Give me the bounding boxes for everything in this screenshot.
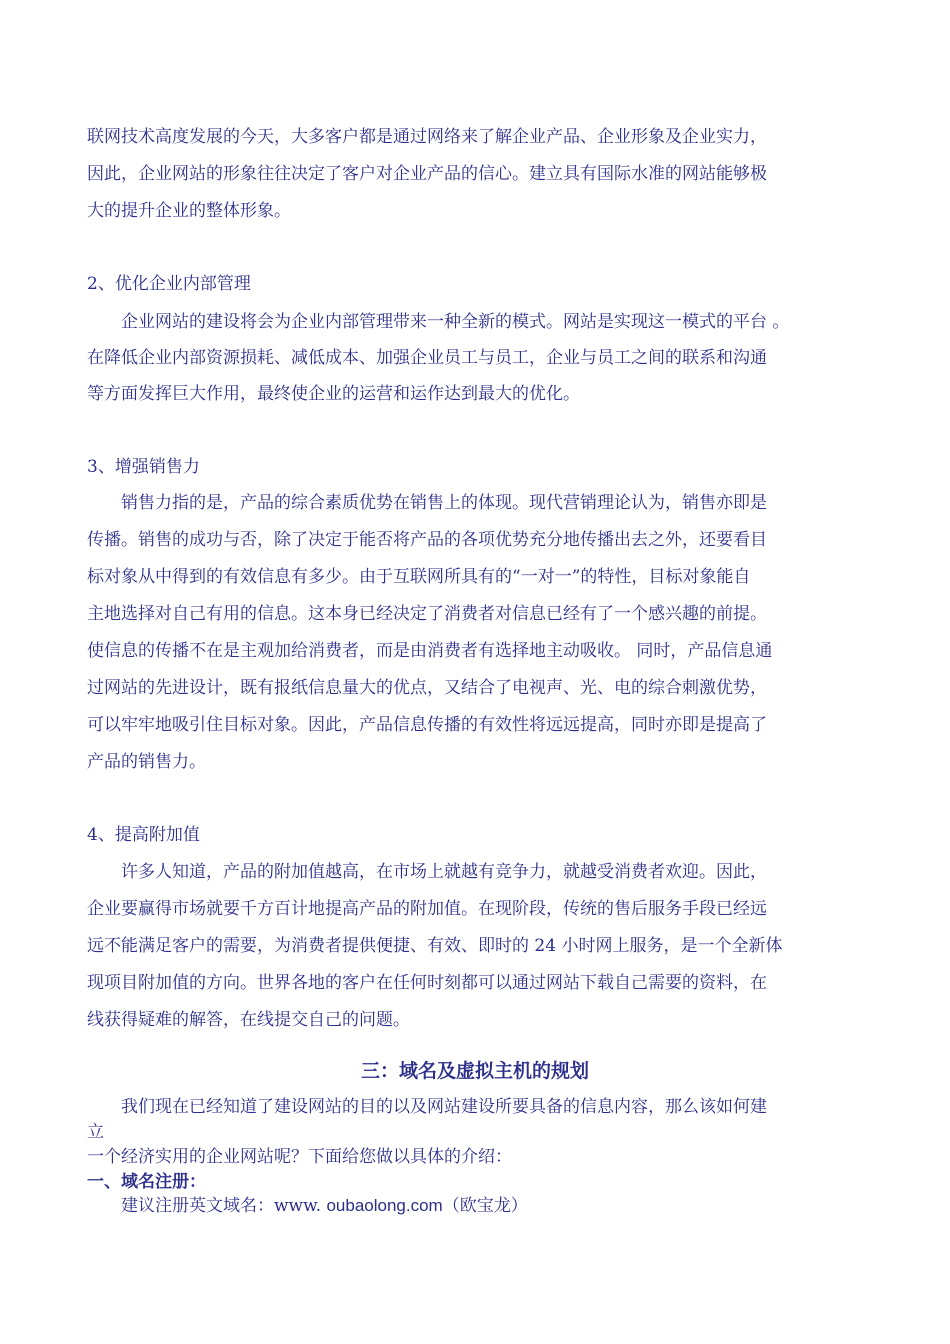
section3-heading: 3、增强销售力 [87, 457, 200, 477]
section3-line-3: 标对象从中得到的有效信息有多少。由于互联网所具有的“一对一”的特性，目标对象能自 [87, 567, 751, 587]
section3-line-8: 产品的销售力。 [87, 752, 206, 772]
intro-line-1: 联网技术高度发展的今天，大多客户都是通过网络来了解企业产品、企业形象及企业实力， [87, 127, 767, 147]
section4-line-2: 企业要赢得市场就要千方百计地提高产品的附加值。在现阶段，传统的售后服务手段已经远 [87, 899, 767, 919]
domain-prefix: 建议注册英文域名：www. [121, 1196, 327, 1216]
section3-line-5: 使信息的传播不在是主观加给消费者，而是由消费者有选择地主动吸收。 同时，产品信息通 [87, 641, 773, 661]
section4-line-4: 现项目附加值的方向。世界各地的客户在任何时刻都可以通过网站下载自己需要的资料，在 [87, 973, 767, 993]
domain-suffix: （欧宝龙） [442, 1196, 528, 1216]
section4-heading: 4、提高附加值 [87, 825, 200, 845]
section2-line-1: 企业网站的建设将会为企业内部管理带来一种全新的模式。网站是实现这一模式的平台 。 [121, 312, 790, 332]
section2-heading: 2、优化企业内部管理 [87, 274, 251, 294]
part3-line-3: 一个经济实用的企业网站呢？下面给您做以具体的介绍： [87, 1147, 512, 1167]
section4-line-3: 远不能满足客户的需要，为消费者提供便捷、有效、即时的 24 小时网上服务，是一个全新体 [87, 936, 783, 956]
domain-registration-heading: 一、域名注册： [87, 1172, 206, 1192]
domain-name: oubaolong.com [326, 1196, 443, 1215]
section3-line-4: 主地选择对自己有用的信息。这本身已经决定了消费者对信息已经有了一个感兴趣的前提。 [87, 604, 767, 624]
section3-line-2: 传播。销售的成功与否，除了决定于能否将产品的各项优势充分地传播出去之外，还要看目 [87, 530, 767, 550]
part3-line-2: 立 [87, 1122, 104, 1142]
section3-line-1: 销售力指的是，产品的综合素质优势在销售上的体现。现代营销理论认为，销售亦即是 [121, 493, 767, 513]
section4-line-1: 许多人知道，产品的附加值越高，在市场上就越有竞争力，就越受消费者欢迎。因此， [121, 862, 767, 882]
section2-line-2: 在降低企业内部资源损耗、减低成本、加强企业员工与员工，企业与员工之间的联系和沟通 [87, 348, 767, 368]
domain-suggestion [121, 1195, 528, 1217]
section4-line-5: 线获得疑难的解答，在线提交自己的问题。 [87, 1010, 410, 1030]
intro-line-3: 大的提升企业的整体形象。 [87, 201, 291, 221]
part3-title: 三：域名及虚拟主机的规划 [360, 1060, 589, 1082]
section3-line-7: 可以牢牢地吸引住目标对象。因此，产品信息传播的有效性将远远提高，同时亦即是提高了 [87, 715, 767, 735]
part3-line-1: 我们现在已经知道了建设网站的目的以及网站建设所要具备的信息内容，那么该如何建 [121, 1097, 767, 1117]
section2-line-3: 等方面发挥巨大作用，最终使企业的运营和运作达到最大的优化。 [87, 384, 580, 404]
intro-line-2: 因此，企业网站的形象往往决定了客户对企业产品的信心。建立具有国际水准的网站能够极 [87, 164, 767, 184]
section3-line-6: 过网站的先进设计，既有报纸信息量大的优点，又结合了电视声、光、电的综合刺激优势， [87, 678, 767, 698]
